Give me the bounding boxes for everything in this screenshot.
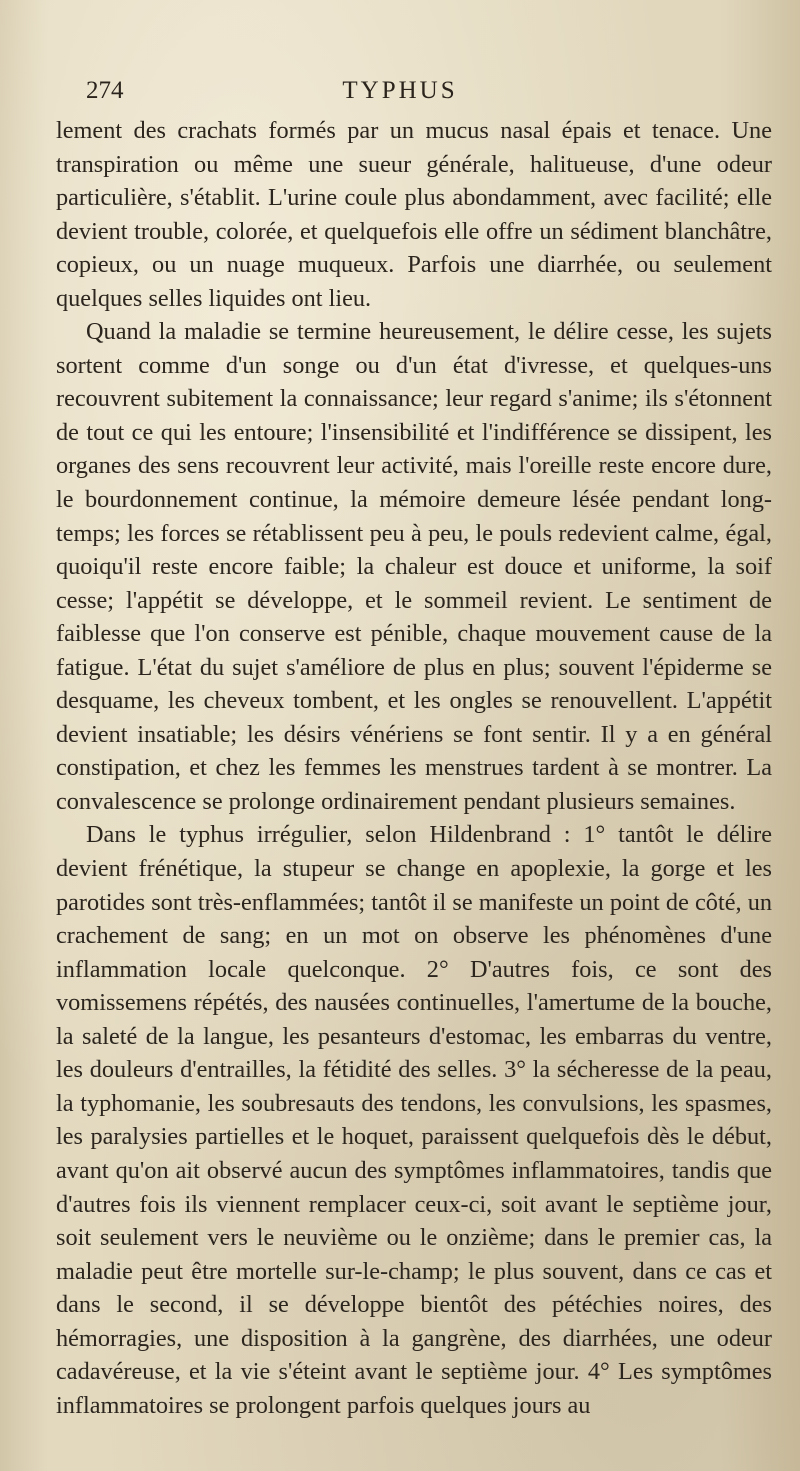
running-head xyxy=(0,77,800,117)
page-number: 274 xyxy=(86,77,124,104)
body-text xyxy=(56,114,772,1422)
paragraph-continuation: lement des crachats formés par un mucus nasal épais et tenace. Une transpiration ou même une sueur générale, halitueuse, d'une odeur particulière, s'établit. L'urine coule plus abondamment, avec facilité; elle devient trouble, colorée, et quelquefois elle offre un sédiment blanchâtre, copieux, ou un nuage muqueux. Parfois une diarrhée, ou seulement quelques selles liquides ont lieu. xyxy=(56,117,772,312)
paragraph-recovery: Quand la maladie se termine heureusement, le délire cesse, les sujets sortent comme d'un songe ou d'un état d'ivresse, et quelques-uns recouvrent subitement la connaissance; leur regard s'anime; ils s'étonnent de tout ce qui les entoure; l'insensibilité et l'indifférence se dissipent, les organes des sens recouvrent leur activité, mais l'oreille reste encore dure, le bourdonnement continue, la mémoire demeure lésée pendant long-temps; les forces se rétablissent peu à peu, le pouls redevient calme, égal, quoiqu'il reste encore faible; la chaleur est douce et uniforme, la soif cesse; l'appétit se développe, et le sommeil revient. Le sentiment de faiblesse que l'on conserve est pénible, chaque mouvement cause de la fatigue. L'état du sujet s'améliore de plus en plus; souvent l'épiderme se desquame, les cheveux tombent, et les ongles se renouvellent. L'appétit devient insatiable; les désirs vénériens se font sentir. Il y a en général constipation, et chez les femmes les menstrues tardent à se montrer. La convalescence se prolonge ordinairement pendant plusieurs semaines. xyxy=(56,318,772,815)
paragraph-irregular-typhus: Dans le typhus irrégulier, selon Hildenbrand : 1° tantôt le délire devient frénétique, la stupeur se change en apoplexie, la gorge et les parotides sont très-enflammées; tantôt il se manifeste un point de côté, un crachement de sang; en un mot on observe les phénomènes d'une inflammation locale quelconque. 2° D'autres fois, ce sont des vomissemens répétés, des nausées continuelles, l'amertume de la bouche, la saleté de la langue, les pesanteurs d'estomac, les embarras du ventre, les douleurs d'entrailles, la fétidité des selles. 3° la sécheresse de la peau, la typhomanie, les soubresauts des tendons, les convulsions, les spasmes, les paralysies partielles et le hoquet, paraissent quelquefois dès le début, avant qu'on ait observé aucun des symptômes inflammatoires, tandis que d'autres fois ils viennent remplacer ceux-ci, soit avant le septième jour, soit seulement vers le neuvième ou le onzième; dans le premier cas, la maladie peut être mortelle sur-le-champ; le plus souvent, dans ce cas et dans le second, il se développe bientôt des pétéchies noires, des hémorragies, une disposition à la gangrène, des diarrhées, une odeur cadavéreuse, et la vie s'éteint avant le septième jour. 4° Les symptômes inflammatoires se prolongent parfois quelques jours au xyxy=(56,821,772,1419)
running-title: TYPHUS xyxy=(342,77,458,104)
